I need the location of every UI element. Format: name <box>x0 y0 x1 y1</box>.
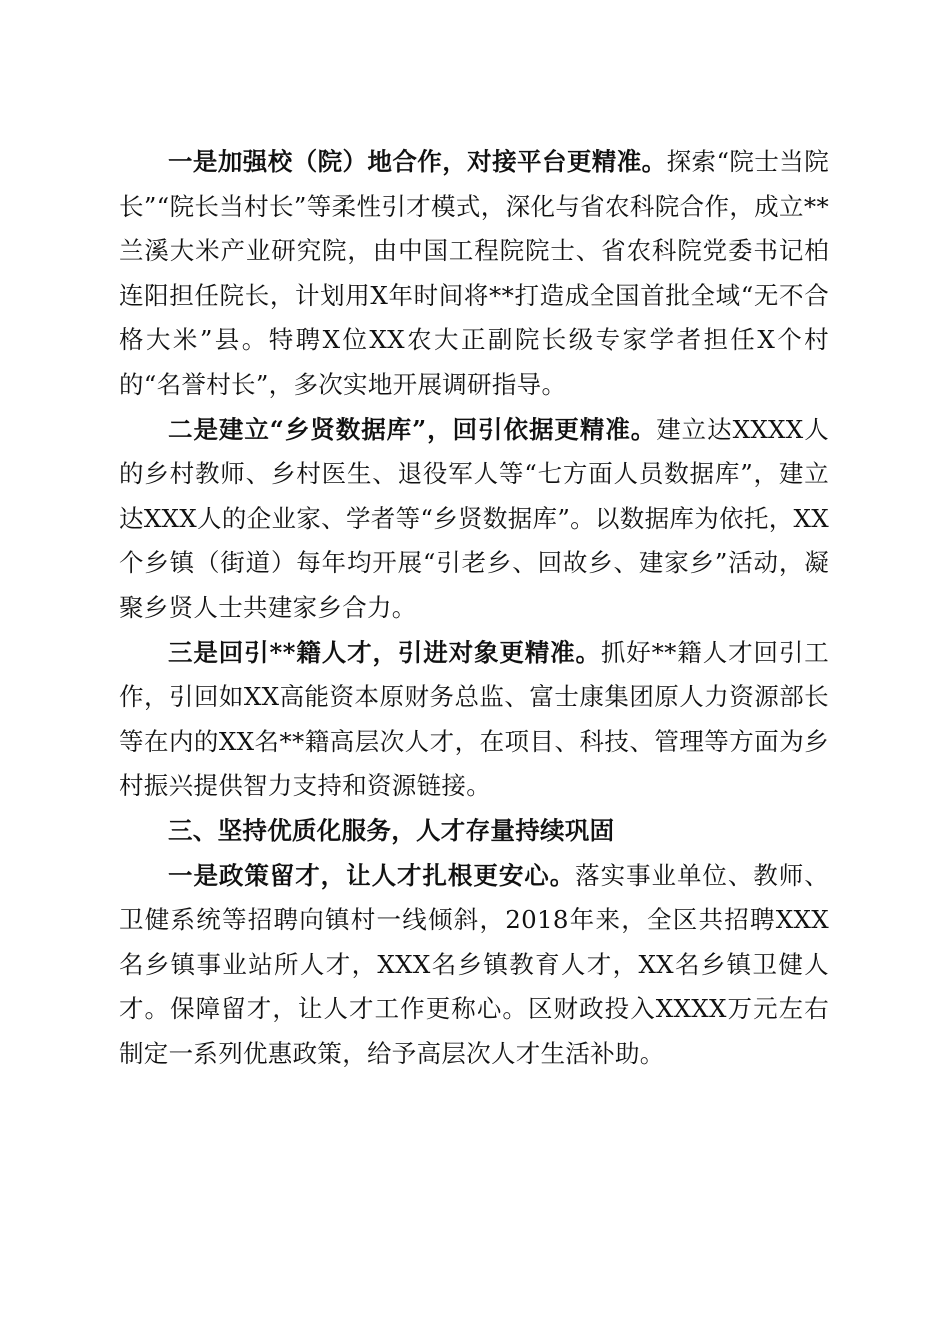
paragraph-native-talent <box>119 631 829 809</box>
paragraph-body: 探索“院士当院长”“院长当村长”等柔性引才模式，深化与省农科院合作，成立**兰溪大米产业研究院，由中国工程院院士、省农科院党委书记柏连阳担任院长，计划用X年时间将**打造成全国首批全域“无不合格大米”县。特聘X位XX农大正副院长级专家学者担任X个村的“名誉村长”，多次实地开展调研指导。 <box>119 147 829 399</box>
paragraph-lead: 二是建立“乡贤数据库”，回引依据更精准。 <box>168 414 657 444</box>
document-page <box>119 140 829 1076</box>
paragraph-talent-database <box>119 408 829 631</box>
paragraph-lead: 三是回引**籍人才，引进对象更精准。 <box>168 637 601 667</box>
paragraph-lead: 一是加强校（院）地合作，对接平台更精准。 <box>168 147 667 176</box>
paragraph-body: 抓好**籍人才回引工作，引回如XX高能资本原财务总监、富士康集团原人力资源部长等在内的XX名**籍高层次人才，在项目、科技、管理等方面为乡村振兴提供智力支持和资源链接。 <box>119 637 830 801</box>
paragraph-policy-retention <box>119 854 829 1077</box>
paragraph-lead: 一是政策留才，让人才扎根更安心。 <box>168 860 576 890</box>
paragraph-body: 建立达XXXX人的乡村教师、乡村医生、退役军人等“七方面人员数据库”，建立达XXX人的企业家、学者等“乡贤数据库”。以数据库为依托，XX个乡镇（街道）每年均开展“引老乡、回故乡、建家乡”活动，凝聚乡贤人士共建家乡合力。 <box>119 414 829 622</box>
section-heading: 三、坚持优质化服务，人才存量持续巩固 <box>168 815 615 845</box>
paragraph-school-cooperation <box>119 140 829 408</box>
paragraph-body: 落实事业单位、教师、卫健系统等招聘向镇村一线倾斜，2018年来，全区共招聘XXX名乡镇事业站所人才，XXX名乡镇教育人才，XX名乡镇卫健人才。保障留才，让人才工作更称心。区财政投入XXXX万元左右制定一系列优惠政策，给予高层次人才生活补助。 <box>119 860 829 1068</box>
